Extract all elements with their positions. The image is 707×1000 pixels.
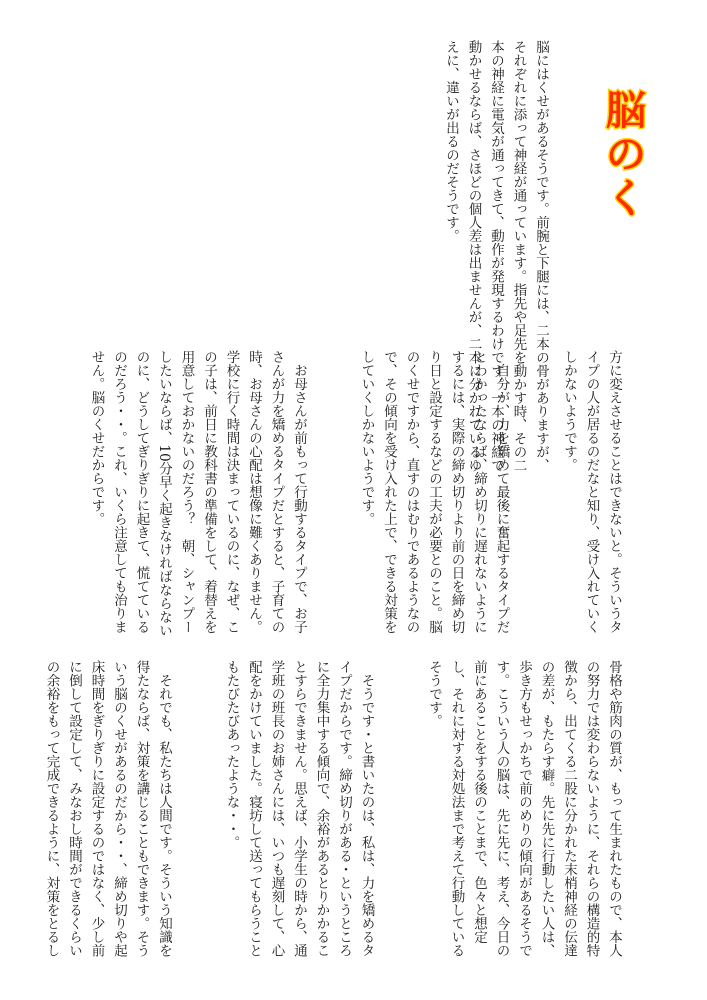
paragraph-deadline: 自分が、力を矯めて最後に奮起するタイプだとわかったならば、締め切りに遅れないようにするには、実際の締め切りより前の日を締め切り日と設定するなどの工夫が必要とのこと。脳のくせですから、直すのはむりであるようなので、その傾向を受け入れた上で、できる対策をしていくしかないようです。: [358, 350, 510, 634]
title-char-3: く: [606, 176, 646, 222]
middle-block: [40, 350, 670, 640]
title-graphic: [598, 82, 654, 222]
title-char-2: の: [606, 132, 646, 178]
bottom-block: [40, 660, 670, 960]
paragraph-accept: 方に変えさせることはできないと。そういうタイプの人が居るのだなと知り、受け入れていくしかないようです。: [561, 350, 622, 634]
paragraph-myself: そうです・と書いたのは、私は、力を矯めるタイプだからです。締め切りがある・というところに全力集中する傾向で、余裕があるとりかかることすらできません。思えば、小学生の時から、通学班の班長のお姉さんには、いつも遅刻して、心配をかけていました。寝坊して送ってもらうこともたびたびあったような・・。: [223, 660, 375, 957]
title-char-1: 脳: [606, 88, 646, 134]
paragraph-bones: 骨格や筋肉の質が、もって生まれたもので、本人の努力では変わらないように、それらの構造的特徴から、出てくる二股に分かれた末梢神経の伝達の差が、もたらす癖。先に先に行動したい人は、歩き方もせっかちで前のめりの傾向があるそうです。こういう人の脳は、先に先に、考え、今日の前にあることをする後のことまで、色々と想定し、それに対する対処法まで考えて行動しているそうです。: [426, 660, 622, 957]
paragraph-intro: 脳にはくせがあるそうです。前腕と下腿には、二本の骨がありますが、それぞれに添って神経が通っています。指先や足先を動かす時、その二本の神経に電気が通ってきて、動作が発現するわけです。一本の神経で動かせるならば、さほどの個人差は出ませんが、二本に分かれているゆえに、違いが出るのだそうです。: [443, 40, 549, 472]
article-title: [598, 82, 654, 222]
paragraph-countermeasure: それでも、私たちは人間です。そういう知識を得たならば、対策を講じることもできます。そういう脳のくせがあるのだから・・、締め切りや起床時間をぎりぎりに設定するのではなく、少し前に倒して設定して、みなおし時間ができるくらいの余裕をもって完成できるように、対策をとるし: [43, 660, 172, 957]
paragraph-mother: お母さんが前もって行動するタイプで、お子さんが力を矯めるタイプだとすると、子育ての時、お母さんの心配は想像に難くありません。学校に行く時間は決まっているのに、なぜ、この子は、前日に教科書の準備をして、着替えを用意しておかないのだろう？ 朝、シャンプーしたいならば、10分早く起きなければならないのに、どうしてぎりぎりに起きて、慌てているのだろう・・。これ、いくら注意しても治りません。脳のくせだからです。: [88, 350, 307, 638]
